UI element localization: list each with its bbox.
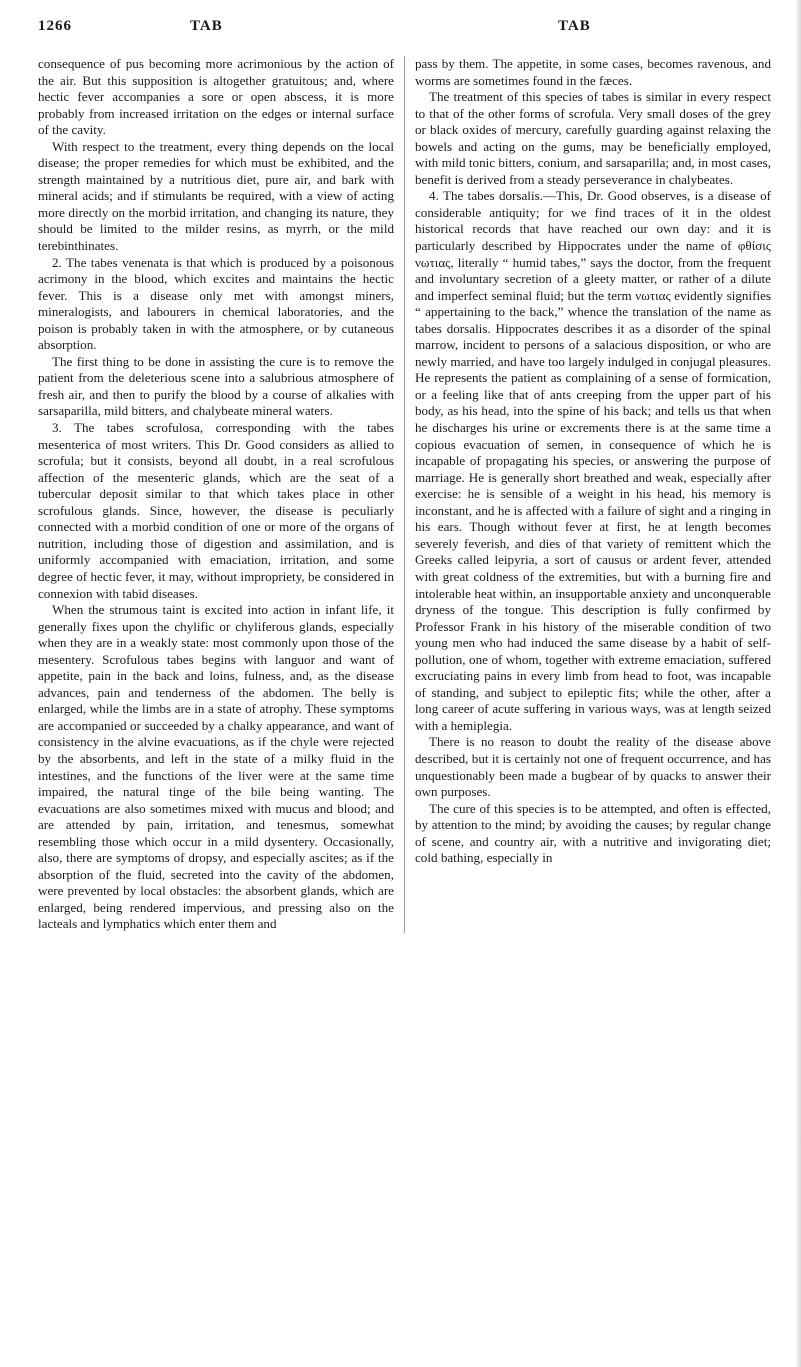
scan-edge-shadow bbox=[795, 0, 801, 1367]
paragraph: The first thing to be done in assisting the cure is to remove the patient from the deleterious scene into a salubrious atmosphere of fresh air, and then to purify the blood by a course of alkalies with sarsaparilla, mild bitters, and chalybeate mineral waters. bbox=[38, 353, 394, 419]
paragraph: consequence of pus becoming more acrimonious by the action of the air. But this supposition is altogether gratuitous; and, where hectic fever accompanies a sore or open abscess, it is more probably from increased irritation on the edges or internal surface of the cavity. bbox=[38, 56, 394, 138]
two-column-body bbox=[38, 56, 777, 933]
paragraph: 4. The tabes dorsalis.—This, Dr. Good observes, is a disease of considerable antiquity; for we find traces of it in the oldest historical records that have reached our own day: and it is particularly described by Hippocrates under the name of φθίσις νωτιας, literally “ humid tabes,” says the doctor, from the frequent and involuntary secretion of a gleety matter, or rather of a dilute and imperfect seminal fluid; but the term νωτιας evidently signifies “ appertaining to the back,” whence the translation of the name as tabes dorsalis. Hippocrates describes it as a disorder of the spinal marrow, incident to persons of a salacious disposition, or who are newly married, and have too largely indulged in conjugal pleasures. He represents the patient as complaining of a sense of formication, or a feeling like that of ants creeping from the upper part of his body, as his head, into the spine of his back; and tells us that when he discharges his urine or excrements there is at the same time a copious evacuation of semen, in consequence of which he is incapable of propagating his species, or answering the purpose of marriage. He is generally short breathed and weak, especially after exercise: he is sensible of a weight in his head, his memory is inconstant, and he is affected with a failure of sight and a ringing in his ears. Though without fever at first, he at length becomes severely feverish, and dies of that variety of remittent which the Greeks called leipyria, a sort of causus or ardent fever, attended with great coldness of the extremities, but with a burning fire and intolerable heat within, an insupportable anxiety and unconquerable dryness of the tongue. This description is fully confirmed by Professor Frank in his history of the miserable condition of two young men who had induced the same disease by a habit of self-pollution, one of whom, together with extreme emaciation, suffered excruciating pains in every limb from head to foot, was incapable of standing, and subject to epileptic fits; while the other, after a long career of acute suffering in various ways, was at length seized with a hemiplegia. bbox=[415, 188, 771, 733]
paragraph: 3. The tabes scrofulosa, corresponding with the tabes mesenterica of most writers. This Dr. Good considers as allied to scrofula; but it consists, beyond all doubt, in a real scrofulous affection of the mesenteric glands, which are the seat of a tubercular deposit similar to that which takes place in other scrofulous glands. Since, however, the disease is peculiarly connected with a morbid condition of one or more of the organs of nutrition, including those of digestion and assimilation, and is uniformly accompanied with emaciation, irritation, and some degree of hectic fever, it may, without impropriety, be considered in connexion with tabid diseases. bbox=[38, 420, 394, 601]
page-number: 1266 bbox=[38, 18, 72, 34]
paragraph: When the strumous taint is excited into action in infant life, it generally fixes upon the chylific or chyliferous glands, especially when they are in a weakly state: most commonly upon those of the mesentery. Scrofulous tabes begins with languor and want of appetite, pain in the back and loins, fulness, and, as the disease advances, pain and tenderness of the abdomen. The belly is enlarged, while the limbs are in a state of atrophy. These symptoms are accompanied or succeeded by a chalky appearance, and want of consistency in the alvine evacuations, as if the chyle were rejected by the absorbents, and left in the state of a milky fluid in the intestines, and the functions of the liver were at the same time impaired, the natural tinge of the bile being wanting. The evacuations are also sometimes mixed with mucus and blood; and are attended by pain, irritation, and tenesmus, somewhat resembling those which occur in a mild dysentery. Occasionally, also, there are symptoms of dropsy, and especially ascites; as if the absorption of the fluid, secreted into the cavity of the abdomen, were prevented by local obstacles: the absorbent glands, which are enlarged, being rendered impervious, and pressing also on the lacteals and lymphatics which enter them and bbox=[38, 602, 394, 932]
paragraph: 2. The tabes venenata is that which is produced by a poisonous acrimony in the blood, which excites and maintains the hectic fever. This is a disease only met with amongst miners, mineralogists, and labourers in chemical laboratories, and the poison is probably taken in with the atmosphere, or by cutaneous absorption. bbox=[38, 254, 394, 353]
right-column bbox=[404, 56, 771, 933]
paragraph: The treatment of this species of tabes is similar in every respect to that of the other forms of scrofula. Very small doses of the grey or black oxides of mercury, carefully guarding against relaxing the bowels and acting on the gums, may be beneficially employed, with mild tonic bitters, conium, and sarsaparilla; and, in most cases, benefit is derived from a steady perseverance in chalybeates. bbox=[415, 89, 771, 187]
paragraph: With respect to the treatment, every thing depends on the local disease; the proper remedies for which must be exhibited, and the strength maintained by a nutritious diet, pure air, and bark with mineral acids; and if stimulants be required, with a view of acting more directly on the morbid irritation, and changing its nature, they should be limited to the milder resins, as myrrh, or the mild terebinthinates. bbox=[38, 138, 394, 254]
left-running-head: TAB bbox=[190, 18, 223, 34]
right-running-head: TAB bbox=[558, 18, 591, 34]
running-head bbox=[38, 18, 777, 48]
left-column bbox=[38, 56, 404, 933]
paragraph: There is no reason to doubt the reality of the disease above described, but it is certainly not one of frequent occurrence, and has unquestionably been made a bugbear of by quacks to answer their own purposes. bbox=[415, 734, 771, 800]
paragraph: pass by them. The appetite, in some cases, becomes ravenous, and worms are sometimes found in the fæces. bbox=[415, 56, 771, 88]
paragraph: The cure of this species is to be attempted, and often is effected, by attention to the mind; by avoiding the causes; by regular change of scene, and country air, with a nutritive and invigorating diet; cold bathing, especially in bbox=[415, 800, 771, 866]
